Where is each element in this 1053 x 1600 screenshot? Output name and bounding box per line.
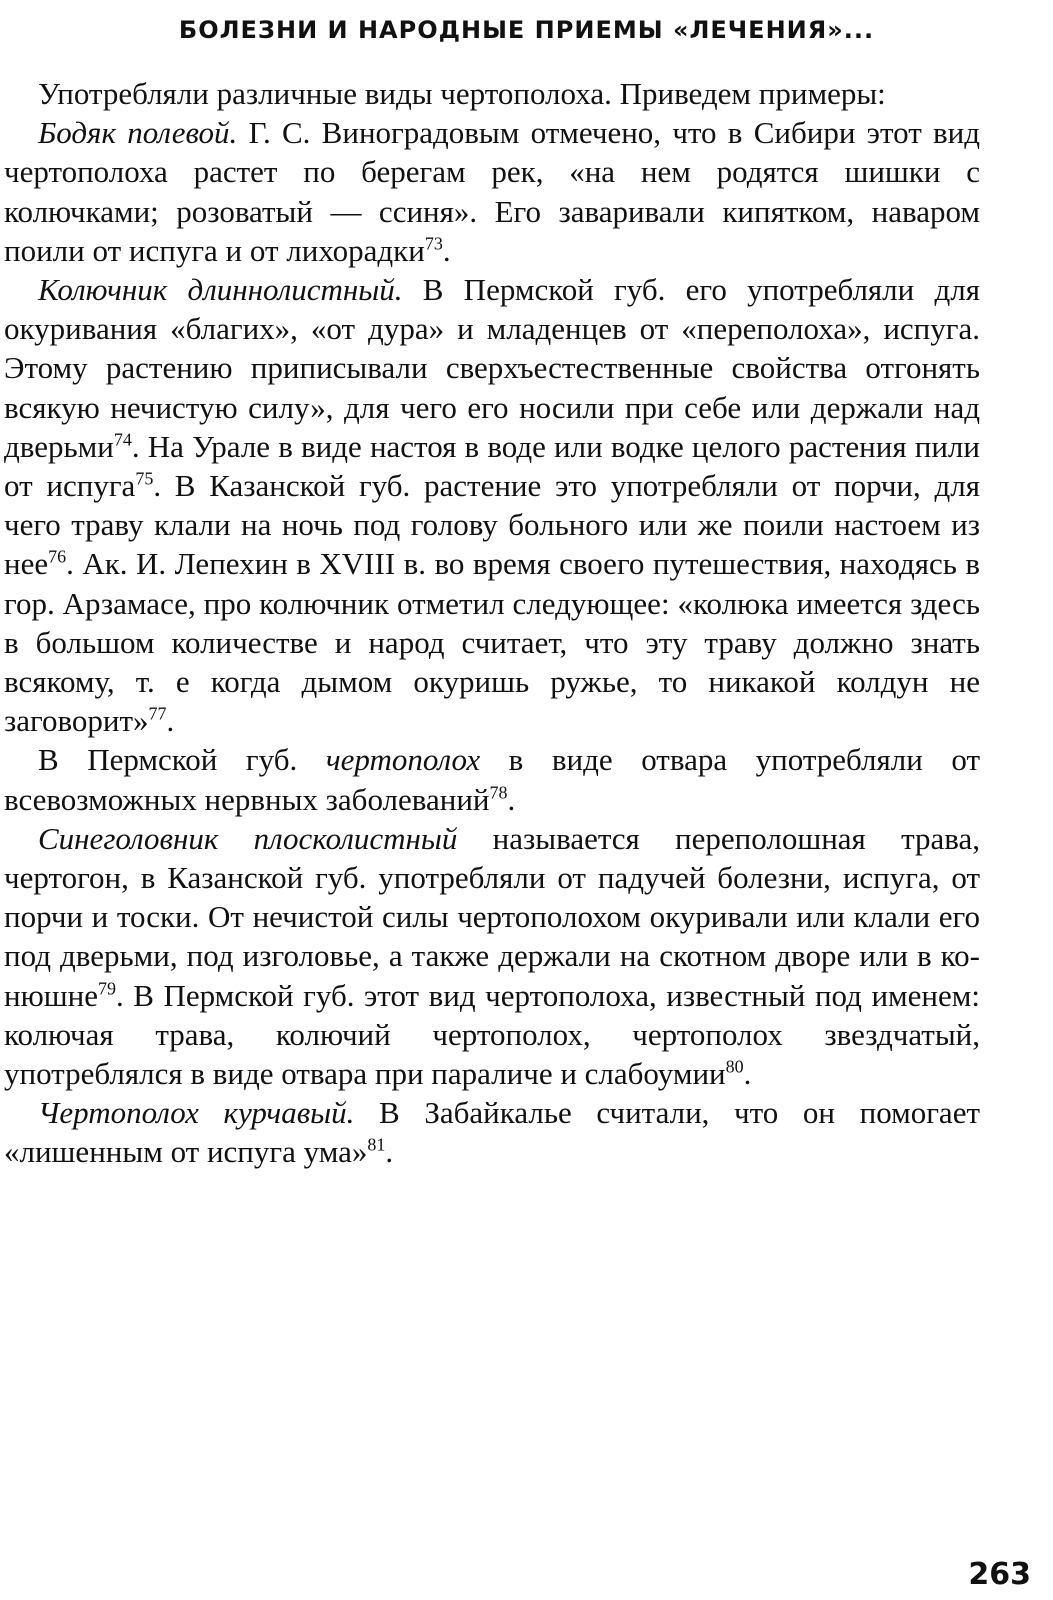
paragraph-kolyuchnik — [4, 270, 980, 740]
page-number: 263 — [968, 1557, 1031, 1592]
paragraph-text: в виде отвара употребляли от всевозможных нервных заболеваний — [4, 742, 981, 817]
footnote-ref: 73 — [424, 233, 443, 254]
footnote-ref: 75 — [135, 468, 154, 489]
plant-name: чертополох — [325, 742, 481, 778]
footnote-ref: 81 — [367, 1135, 386, 1156]
paragraph-text: . — [385, 1134, 394, 1170]
paragraph-chertopolokh — [4, 740, 980, 818]
paragraph-text: . На Урале в виде настоя в воде или водке целого растения пили от испуга — [4, 428, 980, 504]
footnote-ref: 76 — [48, 547, 67, 568]
paragraph-text: . — [507, 781, 516, 817]
paragraph-text: . В Пермской губ. этот вид чертополоха, известный под именем: колючая трава, колючий чертополох, чертополох звездчатый, употреблялся в виде отвара при параличе и слабоумии — [4, 977, 980, 1092]
paragraph-text: . — [743, 1056, 752, 1092]
paragraph-text: Г. С. Виноградовым отмечено, что в Сибири этот вид чертополоха растет по берегам рек, «на нем родятся шишки с колючками; розоватый — ссиня». Его заваривали кипятком, наваром поили от испуга и от лихорадки — [4, 115, 981, 268]
paragraph-intro — [4, 74, 980, 113]
footnote-ref: 78 — [489, 782, 508, 803]
paragraph-bodyak — [4, 113, 980, 270]
paragraph-sinegolovnik — [4, 819, 980, 1093]
paragraph-text: В Пермской губ. его употребляли для окуривания «благих», «от дура» и младенцев от «переполоха», испуга. Этому растению приписывали сверхъестественные свойства отгонять всякую нечистую силу», для чего его носили при себе или держали над дверьми — [4, 272, 980, 464]
paragraph-kurchavyi — [4, 1093, 980, 1171]
plant-name: Синеголовник плосколистный — [38, 820, 458, 856]
plant-name: Колючник длиннолистный. — [38, 272, 403, 308]
footnote-ref: 77 — [148, 703, 167, 724]
plant-name: Чертополох курчавый. — [38, 1095, 355, 1131]
paragraph-text: В Забайкалье считали, что он помогает «лишенным от испуга ума» — [4, 1095, 980, 1170]
paragraph-text: . — [166, 703, 175, 739]
footnote-ref: 79 — [97, 978, 116, 999]
body-text — [4, 74, 980, 1172]
footnote-ref: 74 — [113, 429, 132, 450]
paragraph-text: В Пермской губ. — [38, 742, 326, 778]
running-title: БОЛЕЗНИ И НАРОДНЫЕ ПРИЕМЫ «ЛЕЧЕНИЯ»... — [178, 16, 875, 44]
paragraph-text: Употребляли различные виды чертополоха. Приведем примеры: — [38, 76, 886, 111]
paragraph-text: . В Казанской губ. растение это употребляли от порчи, для чего траву клали на ночь под голову больного или же поили настоем из нее — [4, 468, 980, 582]
paragraph-text: . — [442, 232, 451, 268]
paragraph-text: называется переполошная трава, чертогон, в Казанской губ. употребляли от падучей болезни, испуга, от порчи и тоски. От нечистой силы чертополохом окуривали или клали его под дверьми, под изголовье, а также держали на скотном дворе или в конюшне — [4, 820, 980, 1013]
paragraph-text: . Ак. И. Лепехин в XVIII в. во время своего путешествия, находясь в гор. Арзамасе, про колючник отметил следующее: «колюка имеется здесь в большом количестве и народ считает, что эту траву должно знать всякому, т. е когда дымом окуришь ружье, то никакой колдун не заговорит» — [4, 546, 980, 739]
footnote-ref: 80 — [725, 1056, 744, 1077]
plant-name: Бодяк полевой. — [38, 115, 238, 151]
